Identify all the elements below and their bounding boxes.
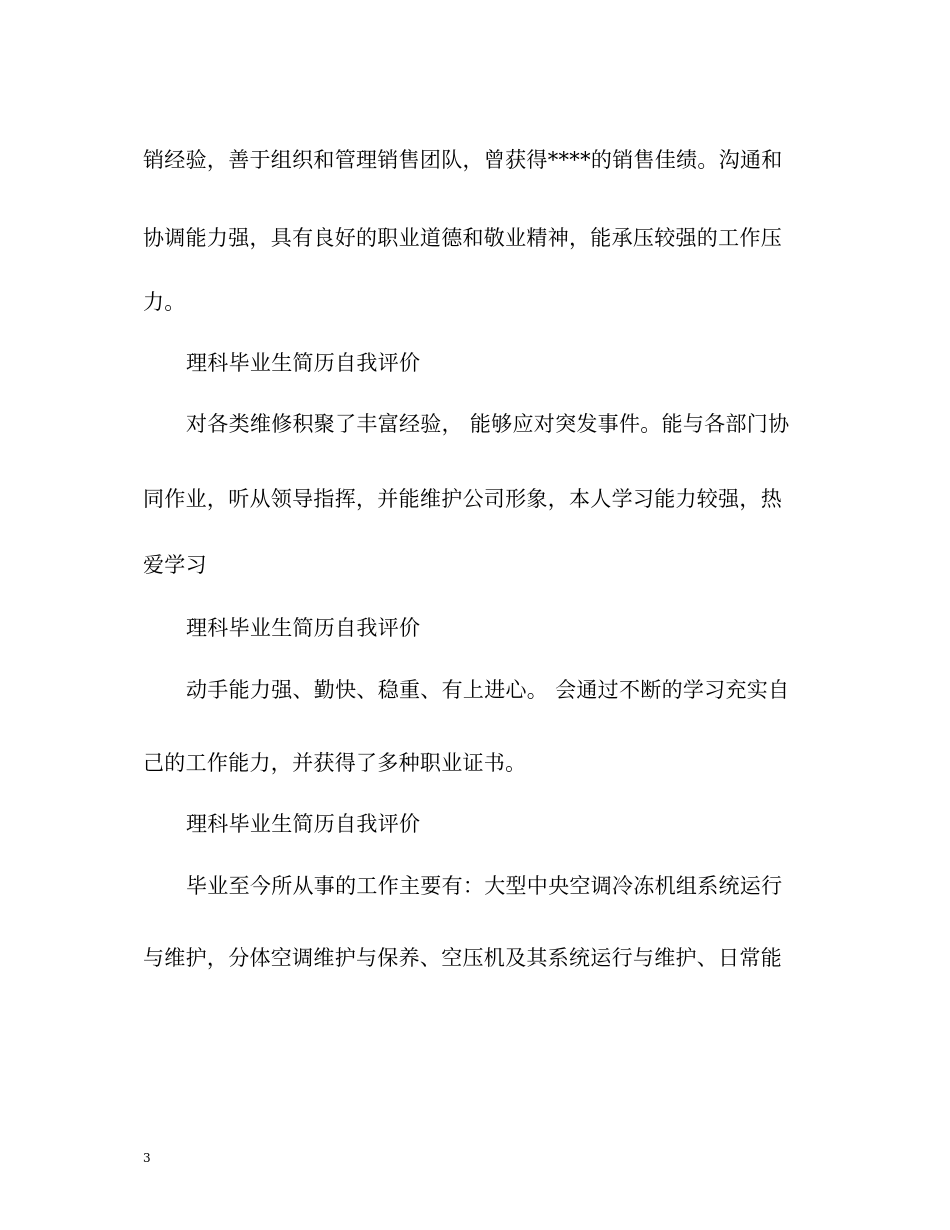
page-number: 3 xyxy=(143,1151,151,1165)
section-heading: 理科毕业生简历自我评价 xyxy=(186,616,421,640)
body-text-line: 销经验，善于组织和管理销售团队，曾获得****的销售佳绩。沟通和 xyxy=(143,148,783,172)
body-text-line: 己的工作能力，并获得了多种职业证书。 xyxy=(143,751,527,775)
body-text-line: 爱学习 xyxy=(143,553,207,577)
section-heading: 理科毕业生简历自我评价 xyxy=(186,812,421,836)
body-text-line: 与维护，分体空调维护与保养、空压机及其系统运行与维护、日常能 xyxy=(143,946,782,970)
body-text-line: 对各类维修积聚了丰富经验， 能够应对突发事件。能与各部门协 xyxy=(186,412,790,436)
body-text-line: 协调能力强，具有良好的职业道德和敬业精神，能承压较强的工作压 xyxy=(143,226,782,250)
section-heading: 理科毕业生简历自我评价 xyxy=(186,351,421,375)
body-text-line: 力。 xyxy=(143,290,186,314)
body-text-line: 动手能力强、勤快、稳重、有上进心。 会通过不断的学习充实自 xyxy=(186,678,790,702)
body-text-line: 同作业，听从领导指挥，并能维护公司形象，本人学习能力较强，热 xyxy=(143,487,782,511)
body-text-line: 毕业至今所从事的工作主要有：大型中央空调冷冻机组系统运行 xyxy=(186,874,783,898)
